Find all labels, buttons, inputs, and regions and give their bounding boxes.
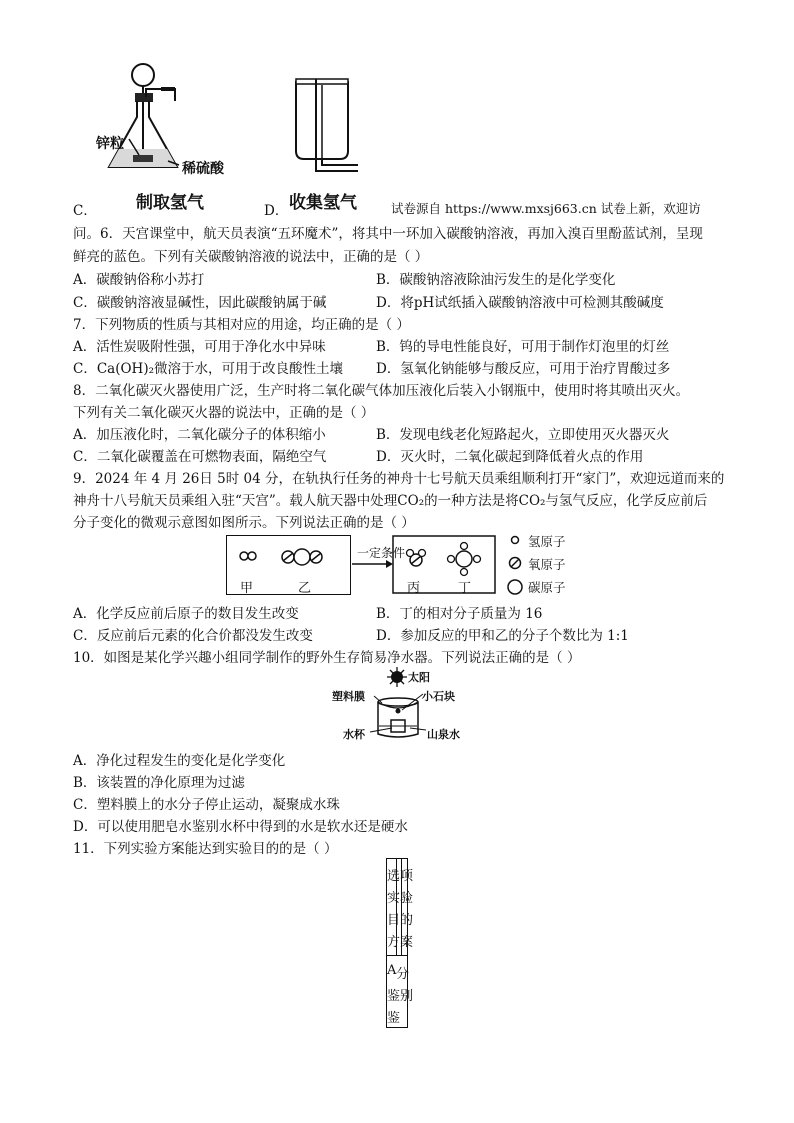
hydrogen-generator-figure [95, 55, 260, 185]
q8-option-c: C．二氧化碳覆盖在可燃物表面，隔绝空气 [73, 449, 327, 465]
water-purifier-diagram [330, 666, 490, 744]
hydrogen-atom-icon [419, 550, 426, 557]
table-cell-experiment: 实验 [387, 891, 414, 906]
q9-stem-line3: 分子变化的微观示意图如图所示。下列说法正确的是（ ） [73, 515, 415, 531]
table-cell-a-identify: 鉴别 [387, 989, 414, 1004]
q11-options-table [386, 858, 414, 1028]
q10-option-b: B．该装置的净化原理为过滤 [73, 775, 245, 791]
caption-collect-hydrogen: 收集氢气 [289, 193, 357, 213]
label-ding: 丁 [458, 581, 472, 596]
reaction-diagram [226, 532, 586, 596]
legend-hydrogen-label: 氢原子 [528, 534, 566, 549]
stone-label: 小石块 [422, 690, 455, 703]
q6-option-b: B．碳酸钠溶液除油污发生的是化学变化 [376, 272, 616, 288]
q7-option-a: A．活性炭吸附性强，可用于净化水中异味 [73, 339, 326, 355]
legend-carbon-label: 碳原子 [528, 580, 566, 595]
q6-option-d: D．将pH试纸插入碳酸钠溶液中可检测其酸碱度 [376, 295, 664, 311]
source-note: 试卷源自 https://www.mxsj663.cn 试卷上新，欢迎访 [391, 201, 701, 216]
hydrogen-atom-icon [407, 550, 414, 557]
zinc-label: 锌粒 [96, 136, 124, 152]
q9-stem-line1: 9．2024 年 4 月 26日 5时 04 分，在轨执行任务的神舟十七号航天员乘组顺利打开“家门”，欢迎远道而来的 [73, 471, 725, 487]
hydrogen-atom-icon [448, 556, 455, 563]
spring-water-label: 山泉水 [427, 728, 460, 741]
table-cell-a: A [387, 963, 397, 978]
label-yi: 乙 [298, 581, 312, 596]
legend-hydrogen-icon [512, 537, 519, 544]
acid-label: 稀硫酸 [182, 161, 224, 177]
table-cell-plan: 方案 [387, 935, 414, 950]
q9-option-a: A．化学反应前后原子的数目发生改变 [73, 606, 299, 622]
q7-option-c: C．Ca(OH)₂微溶于水，可用于改良酸性土壤 [73, 361, 343, 377]
hydrogen-atom-icon [474, 556, 481, 563]
arrow-condition-label: 一定条件 [357, 546, 406, 560]
q8-stem-line2: 下列有关二氧化碳灭火器的说法中，正确的是（ ） [73, 405, 375, 421]
q6-stem-line2: 鲜亮的蓝色。下列有关碳酸钠溶液的说法中，正确的是（ ） [73, 249, 429, 265]
table-cell-a-split: 分 [396, 967, 410, 982]
label-jia: 甲 [240, 581, 254, 596]
q8-option-b: B．发现电线老化短路起火，立即使用灭火器灭火 [376, 427, 670, 443]
q6-stem-line1: 问。6．天宫课堂中，航天员表演“五环魔术”，将其中一环加入碳酸钠溶液，再加入溴百里酚蓝试剂，呈现 [73, 226, 703, 242]
q10-stem: 10．如图是某化学兴趣小组同学制作的野外生存简易净水器。下列说法正确的是（ ） [73, 650, 581, 666]
hydrogen-atom-icon [240, 552, 248, 560]
cup-label: 水杯 [343, 728, 365, 741]
carbon-atom-icon [456, 551, 472, 567]
table-cell-option: 选项 [387, 869, 414, 884]
label-bing: 丙 [407, 581, 421, 596]
table-cell-purpose: 目的 [387, 913, 414, 928]
q8-option-d: D．灭火时，二氧化碳起到降低着火点的作用 [376, 449, 644, 465]
q9-option-c: C．反应前后元素的化合价都没发生改变 [73, 628, 313, 644]
q7-stem: 7．下列物质的性质与其相对应的用途，均正确的是（ ） [73, 317, 410, 333]
film-label: 塑料膜 [332, 690, 365, 703]
q8-option-a: A．加压液化时，二氧化碳分子的体积缩小 [73, 427, 326, 443]
q9-stem-line2: 神舟十八号航天员乘组入驻“天宫”。载人航天器中处理CO₂的一种方法是将CO₂与氢气反应，化学反应前后 [73, 493, 708, 509]
q10-option-c: C．塑料膜上的水分子停止运动，凝聚成水珠 [73, 797, 340, 813]
q7-option-b: B．钨的导电性能良好，可用于制作灯泡里的灯丝 [376, 339, 670, 355]
q9-option-d: D．参加反应的甲和乙的分子个数比为 1:1 [376, 628, 629, 644]
q10-option-d: D．可以使用肥皂水鉴别水杯中得到的水是软水还是硬水 [73, 819, 408, 835]
q10-option-a: A．净化过程发生的变化是化学变化 [73, 753, 286, 769]
q9-option-b: B．丁的相对分子质量为 16 [376, 606, 543, 622]
gas-collection-bottle-figure [290, 75, 360, 180]
carbon-atom-icon [294, 549, 310, 565]
hydrogen-atom-icon [248, 552, 256, 560]
sun-label: 太阳 [408, 671, 430, 684]
option-d-figure-label: D． [264, 203, 289, 219]
q11-stem: 11．下列实验方案能达到实验目的的是（ ） [73, 841, 338, 857]
legend-carbon-icon [508, 580, 522, 594]
legend-oxygen-label: 氧原子 [528, 557, 566, 572]
q7-option-d: D．氢氧化钠能够与酸反应，可用于治疗胃酸过多 [376, 361, 671, 377]
q6-option-a: A．碳酸钠俗称小苏打 [73, 272, 205, 288]
q6-option-c: C．碳酸钠溶液显碱性，因此碳酸钠属于碱 [73, 295, 327, 311]
sun-icon [387, 667, 407, 687]
hydrogen-atom-icon [461, 543, 468, 550]
q8-stem-line1: 8．二氧化碳灭火器使用广泛，生产时将二氧化碳气体加压液化后装入小钢瓶中，使用时将其喷出灭火。 [73, 383, 690, 399]
caption-produce-hydrogen: 制取氢气 [136, 193, 204, 213]
hydrogen-atom-icon [461, 569, 468, 576]
option-c-figure-label: C． [73, 203, 97, 219]
table-cell-a-identify2: 鉴 [387, 1011, 401, 1026]
